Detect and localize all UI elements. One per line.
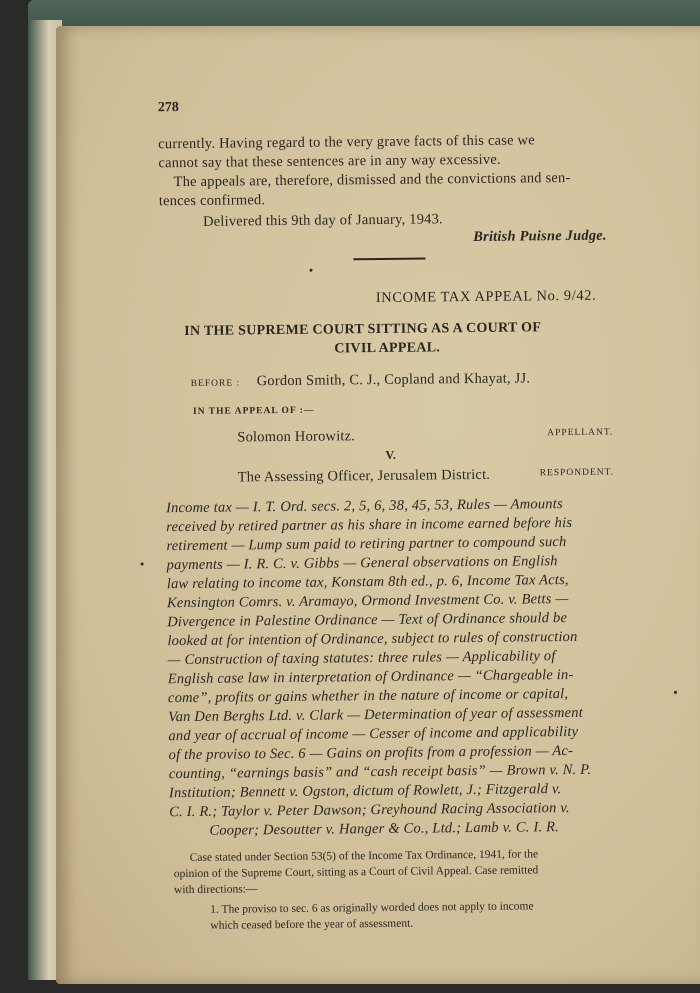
before-label: BEFORE : xyxy=(190,378,241,389)
ink-mark xyxy=(310,269,313,272)
headnote-line: counting, “earnings basis” and “cash receipt basis” — Brown v. N. P. xyxy=(168,761,592,783)
appeal-number: INCOME TAX APPEAL No. 9/42. xyxy=(375,287,597,307)
text-line: currently. Having regard to the very grave facts of this case we xyxy=(158,132,535,153)
text-line: The appeals are, therefore, dismissed and the convictions and sen- xyxy=(173,169,571,191)
headnote-line: Income tax — I. T. Ord. secs. 2, 5, 6, 38, 45, 53, Rules — Amounts xyxy=(165,496,563,517)
headnote-line: Institution; Bennett v. Ogston, dictum of Rowlett, J.; Fitzgerald v. xyxy=(168,781,562,802)
headnote-line: payments — I. R. C. v. Gibbs — General observations on English xyxy=(166,553,558,574)
headnote-line: and year of accrual of income — Cesser of income and applicability xyxy=(168,723,579,745)
page-number: 278 xyxy=(157,100,179,116)
case-stated-line: with directions:— xyxy=(173,883,258,897)
text-line: cannot say that these sentences are in any way excessive. xyxy=(158,151,501,172)
in-appeal-label: IN THE APPEAL OF :— xyxy=(192,405,315,417)
case-stated-line: opinion of the Supreme Court, sitting as a Court of Civil Appeal. Case remitted xyxy=(173,864,539,881)
headnote-line: Van Den Berghs Ltd. v. Clark — Determination of year of assessment xyxy=(168,704,584,726)
text-line: tences confirmed. xyxy=(158,192,266,210)
headnote-line: C. I. R.; Taylor v. Peter Dawson; Greyhound Racing Association v. xyxy=(169,800,570,821)
respondent-name: The Assessing Officer, Jerusalem District. xyxy=(237,466,491,486)
section-divider xyxy=(353,257,425,259)
headnote-line: come”, profits or gains whether in the nature of income or capital, xyxy=(167,686,569,707)
versus: V. xyxy=(385,447,397,462)
headnote-line: — Construction of taxing statutes: three rules — Applicability of xyxy=(167,648,556,669)
ink-mark xyxy=(674,691,677,694)
appellant-label: APPELLANT. xyxy=(547,427,614,439)
headnote-line: Cooper; Desoutter v. Hanger & Co., Ltd.; Lamb v. C. I. R. xyxy=(209,819,560,839)
judge-title: British Puisne Judge. xyxy=(473,227,607,245)
direction-line: 1. The proviso to sec. 6 as originally worded does not apply to income xyxy=(210,900,534,916)
headnote-line: received by retired partner as his share in income earned before his xyxy=(166,514,573,536)
headnote-line: Kensington Comrs. v. Aramayo, Ormond Investment Co. v. Betts — xyxy=(166,591,569,612)
headnote-line: English case law in interpretation of Ordinance — “Chargeable in- xyxy=(167,666,574,688)
appellant-name: Solomon Horowitz. xyxy=(237,428,356,446)
direction-line: which ceased before the year of assessment. xyxy=(210,917,414,932)
page-content xyxy=(51,23,700,988)
respondent-label: RESPONDENT. xyxy=(539,467,615,479)
headnote-line: of the proviso to Sec. 6 — Gains on profits from a profession — Ac- xyxy=(168,742,574,764)
before-judges: Gordon Smith, C. J., Copland and Khayat, JJ. xyxy=(256,370,531,390)
book-page xyxy=(56,26,700,984)
headnote-line: looked at for intention of Ordinance, subject to rules of construction xyxy=(167,628,578,650)
headnote-line: Divergence in Palestine Ordinance — Text of Ordinance should be xyxy=(167,610,568,631)
headnote-line: law relating to income tax, Konstam 8th ed., p. 6, Income Tax Acts, xyxy=(166,572,569,593)
delivered-line: Delivered this 9th day of January, 1943. xyxy=(202,211,443,230)
ink-mark xyxy=(141,562,144,565)
court-heading-line1: IN THE SUPREME COURT SITTING AS A COURT OF xyxy=(184,320,542,340)
case-stated-line: Case stated under Section 53(5) of the Income Tax Ordinance, 1941, for the xyxy=(189,848,539,864)
headnote-line: retirement — Lump sum paid to retiring partner to compound such xyxy=(166,534,567,555)
court-heading-line2: CIVIL APPEAL. xyxy=(334,340,441,357)
